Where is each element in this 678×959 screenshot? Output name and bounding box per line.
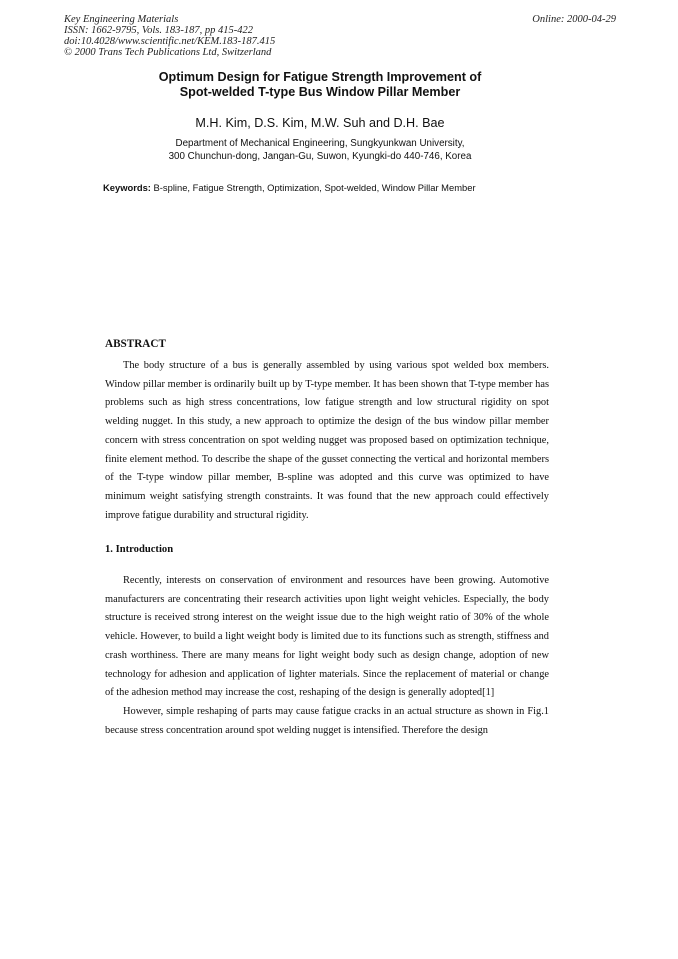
- introduction-paragraph-2: [105, 703, 549, 740]
- introduction-paragraph-1-text: Recently, interests on conservation of environment and resources have been growing. Automotive manufacturers are concentrating their research activities upon light weight vehicles. Especially, the body structure is received strong interest on the weight issue due to the high weight ratio of 30% of the whole vehicle. However, to build a light weight body is limited due to its functions such as strength, stiffness and crash worthiness. There are many means for light weight body such as design change, adoption of new technology for adhesion and application of lighter materials. Since the replacement of material or change of the adhesion method may increase the cost, reshaping of the design is generally adopted[1]: [105, 575, 549, 699]
- introduction-paragraph-1: [105, 572, 549, 703]
- paper-title-line-2: Spot-welded T-type Bus Window Pillar Member: [179, 85, 461, 99]
- paper-title: [0, 70, 640, 100]
- abstract-body: [105, 357, 549, 525]
- affiliation-line-2: 300 Chunchun-dong, Jangan-Gu, Suwon, Kyungki-do 440-746, Korea: [168, 150, 472, 162]
- abstract-text: The body structure of a bus is generally assembled by using various spot welded box members. Window pillar member is ordinarily built up by T-type member. It has been shown that T-type member has problems such as high stress concentrations, low fatigue strength and low structural rigidity on spot welding nugget. In this study, a new approach to optimize the design of the bus window pillar member concern with stress concentration on spot welding nugget was proposed based on optimization technique, finite element method. To describe the shape of the gusset connecting the vertical and horizontal members of the T-type window pillar member, B-spline was adopted and this curve was optimized to have minimum weight satisfying strength constraints. It was found that the new approach could effectively improve fatigue durability and structural rigidity.: [105, 360, 549, 521]
- keywords-label: Keywords:: [103, 182, 151, 193]
- abstract-heading: ABSTRACT: [105, 338, 166, 350]
- journal-issn: ISSN: 1662-9795, Vols. 183-187, pp 415-422: [64, 25, 253, 36]
- journal-copyright: © 2000 Trans Tech Publications Ltd, Switzerland: [64, 47, 272, 58]
- introduction-paragraph-2-text: However, simple reshaping of parts may cause fatigue cracks in an actual structure as shown in Fig.1 because stress concentration around spot welding nugget is intensified. Therefore the design: [105, 706, 549, 736]
- keywords: [103, 182, 583, 194]
- paper-affiliation: [0, 138, 640, 163]
- introduction-heading: 1. Introduction: [105, 544, 174, 555]
- online-date: Online: 2000-04-29: [532, 14, 616, 25]
- journal-name: Key Engineering Materials: [64, 14, 179, 25]
- keywords-text: B-spline, Fatigue Strength, Optimization, Spot-welded, Window Pillar Member: [153, 182, 476, 193]
- paper-title-line-1: Optimum Design for Fatigue Strength Improvement of: [158, 70, 482, 84]
- affiliation-line-1: Department of Mechanical Engineering, Sungkyunkwan University,: [175, 138, 465, 149]
- paper-authors: M.H. Kim, D.S. Kim, M.W. Suh and D.H. Bae: [195, 116, 445, 130]
- journal-doi: doi:10.4028/www.scientific.net/KEM.183-187.415: [64, 36, 276, 47]
